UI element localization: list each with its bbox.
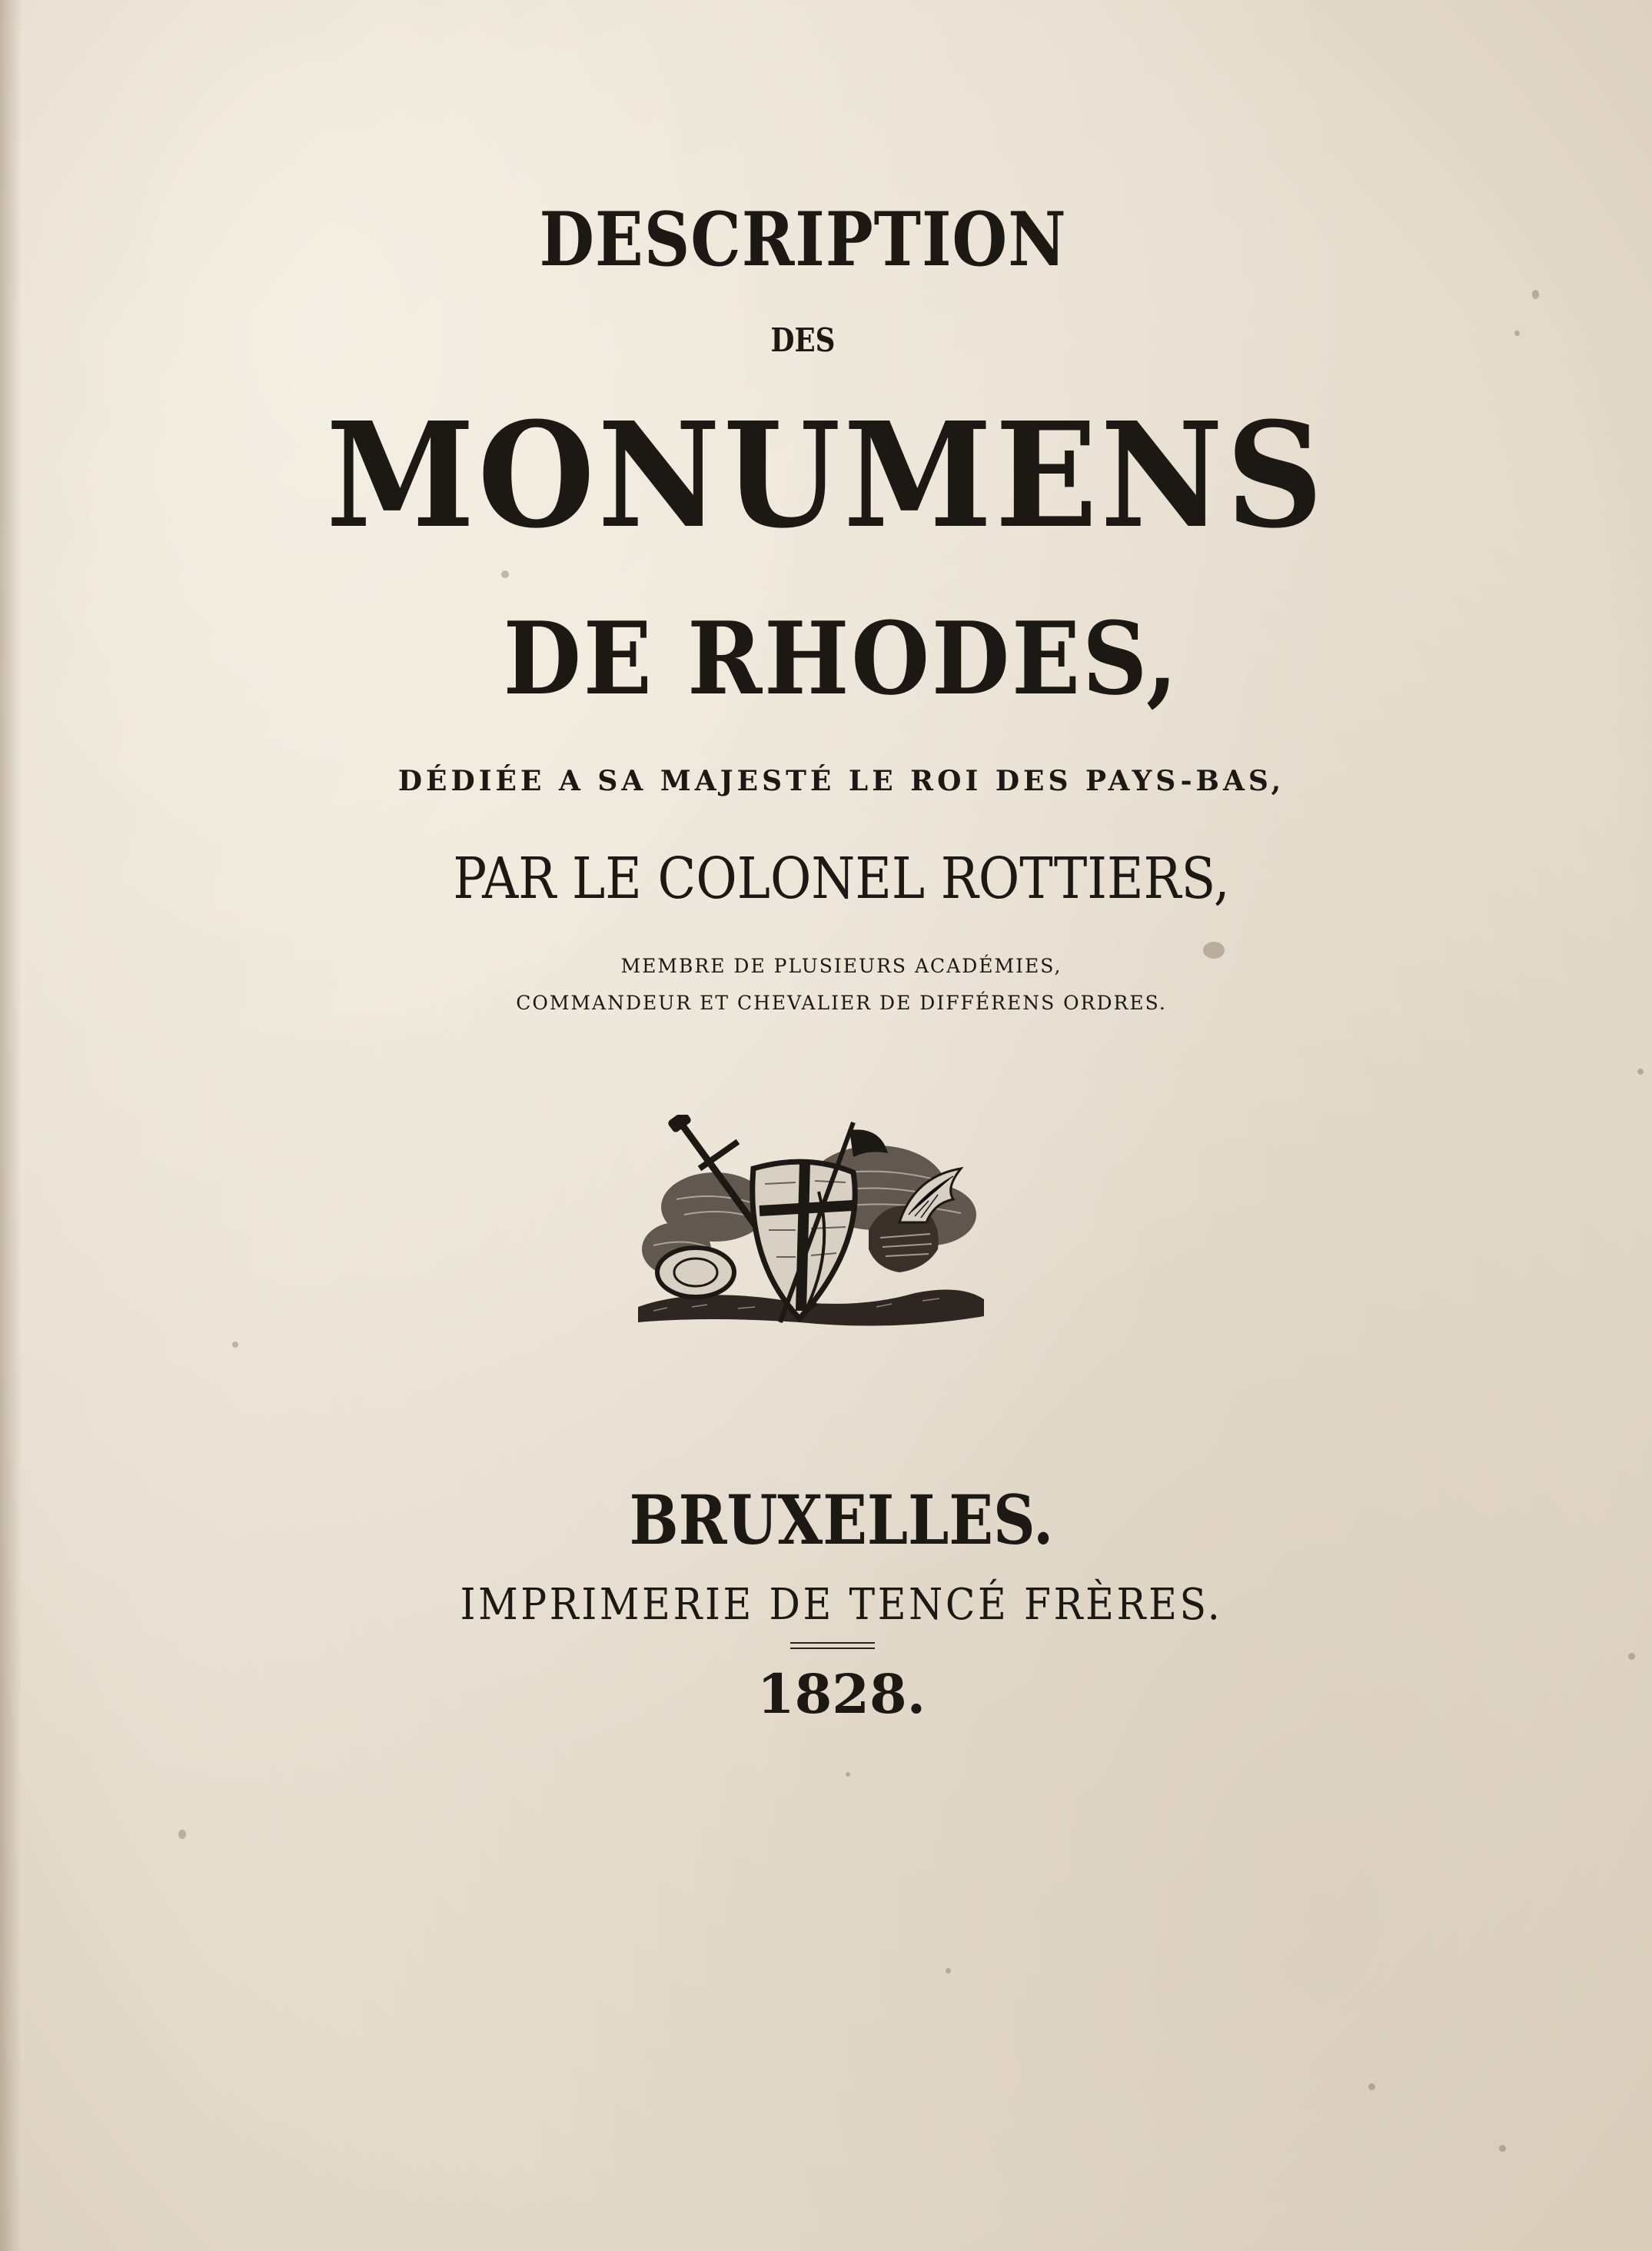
foxing-spot <box>1532 290 1539 299</box>
foxing-spot <box>178 1830 186 1839</box>
imprint-city: BRUXELLES. <box>629 1480 1054 1560</box>
author-titles-line-1: MEMBRE DE PLUSIEURS ACADÉMIES, <box>620 955 1062 977</box>
page-edge-shadow <box>0 0 22 2251</box>
foxing-spot <box>846 1772 850 1777</box>
dedication-line: DÉDIÉE A SA MAJESTÉ LE ROI DES PAYS-BAS, <box>397 765 1285 797</box>
foxing-spot <box>1637 1069 1644 1075</box>
sword-shield-helmet-vignette <box>623 1115 992 1338</box>
double-rule-top <box>790 1642 875 1644</box>
title-line-description: DESCRIPTION <box>539 196 1067 283</box>
foxing-spot <box>1499 2145 1506 2152</box>
title-line-des: DES <box>770 321 836 359</box>
foxing-spot <box>232 1342 238 1348</box>
foxing-spot <box>1368 2083 1375 2090</box>
double-rule-bottom <box>790 1648 875 1649</box>
title-line-rhodes: DE RHODES, <box>503 600 1180 717</box>
imprint-year: 1828. <box>756 1662 926 1726</box>
foxing-spot <box>1514 331 1520 336</box>
foxing-spot <box>1628 1653 1635 1660</box>
foxing-spot <box>946 1968 951 1973</box>
author-line: PAR LE COLONEL ROTTIERS, <box>453 846 1230 912</box>
author-titles-line-2: COMMANDEUR ET CHEVALIER DE DIFFÉRENS ORDRES. <box>516 992 1167 1014</box>
title-line-monumens: MONUMENS <box>326 391 1326 560</box>
imprint-printer: IMPRIMERIE DE TENCÉ FRÈRES. <box>460 1580 1223 1630</box>
foxing-spot <box>501 570 509 578</box>
